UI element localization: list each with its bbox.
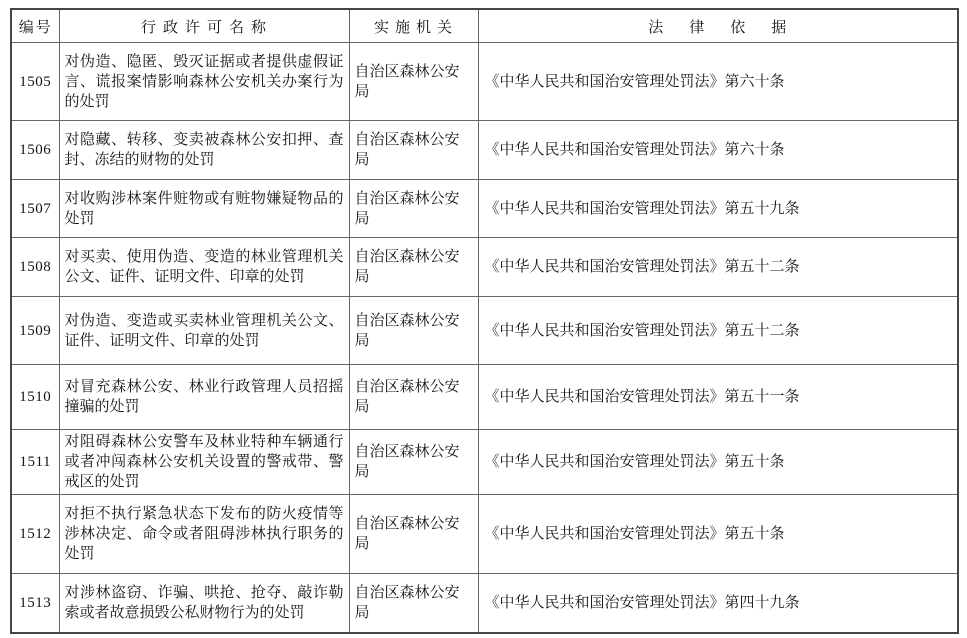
row-agency: 自治区森林公安局 [349,430,478,495]
table-row [11,297,958,365]
row-permit-name: 对冒充森林公安、林业行政管理人员招摇撞骗的处罚 [59,365,349,430]
row-agency: 自治区森林公安局 [349,43,478,121]
row-agency: 自治区森林公安局 [349,297,478,365]
row-id: 1513 [11,574,59,633]
row-agency: 自治区森林公安局 [349,365,478,430]
row-permit-name: 对收购涉林案件赃物或有赃物嫌疑物品的处罚 [59,180,349,238]
table-row [11,430,958,495]
row-legal-basis: 《中华人民共和国治安管理处罚法》第五十条 [478,430,958,495]
row-permit-name: 对涉林盗窃、诈骗、哄抢、抢夺、敲诈勒索或者故意损毁公私财物行为的处罚 [59,574,349,633]
row-agency: 自治区森林公安局 [349,180,478,238]
row-permit-name: 对隐藏、转移、变卖被森林公安扣押、查封、冻结的财物的处罚 [59,121,349,180]
row-id: 1510 [11,365,59,430]
row-id: 1509 [11,297,59,365]
table-row [11,43,958,121]
header-row [11,9,958,43]
column-header-legal-basis: 法律依据 [478,9,958,43]
row-permit-name: 对伪造、变造或买卖林业管理机关公文、证件、证明文件、印章的处罚 [59,297,349,365]
row-id: 1511 [11,430,59,495]
column-header-permit-name: 行政许可名称 [59,9,349,43]
column-header-id: 编号 [11,9,59,43]
row-id: 1508 [11,238,59,297]
row-agency: 自治区森林公安局 [349,238,478,297]
column-header-agency: 实施机关 [349,9,478,43]
table-row [11,121,958,180]
row-permit-name: 对拒不执行紧急状态下发布的防火疫情等涉林决定、命令或者阻碍涉林执行职务的处罚 [59,495,349,574]
row-agency: 自治区森林公安局 [349,574,478,633]
row-legal-basis: 《中华人民共和国治安管理处罚法》第五十二条 [478,297,958,365]
row-agency: 自治区森林公安局 [349,495,478,574]
row-permit-name: 对阻碍森林公安警车及林业特种车辆通行或者冲闯森林公安机关设置的警戒带、警戒区的处罚 [59,430,349,495]
table-row [11,180,958,238]
row-legal-basis: 《中华人民共和国治安管理处罚法》第五十二条 [478,238,958,297]
row-legal-basis: 《中华人民共和国治安管理处罚法》第五十九条 [478,180,958,238]
row-legal-basis: 《中华人民共和国治安管理处罚法》第六十条 [478,121,958,180]
row-id: 1512 [11,495,59,574]
row-permit-name: 对伪造、隐匿、毁灭证据或者提供虚假证言、谎报案情影响森林公安机关办案行为的处罚 [59,43,349,121]
table-row [11,574,958,633]
row-legal-basis: 《中华人民共和国治安管理处罚法》第五十一条 [478,365,958,430]
table-row [11,238,958,297]
row-id: 1505 [11,43,59,121]
table-row [11,365,958,430]
row-legal-basis: 《中华人民共和国治安管理处罚法》第四十九条 [478,574,958,633]
row-legal-basis: 《中华人民共和国治安管理处罚法》第六十条 [478,43,958,121]
row-id: 1506 [11,121,59,180]
row-id: 1507 [11,180,59,238]
row-legal-basis: 《中华人民共和国治安管理处罚法》第五十条 [478,495,958,574]
row-permit-name: 对买卖、使用伪造、变造的林业管理机关公文、证件、证明文件、印章的处罚 [59,238,349,297]
row-agency: 自治区森林公安局 [349,121,478,180]
table-row [11,495,958,574]
administrative-penalties-table [10,8,959,634]
